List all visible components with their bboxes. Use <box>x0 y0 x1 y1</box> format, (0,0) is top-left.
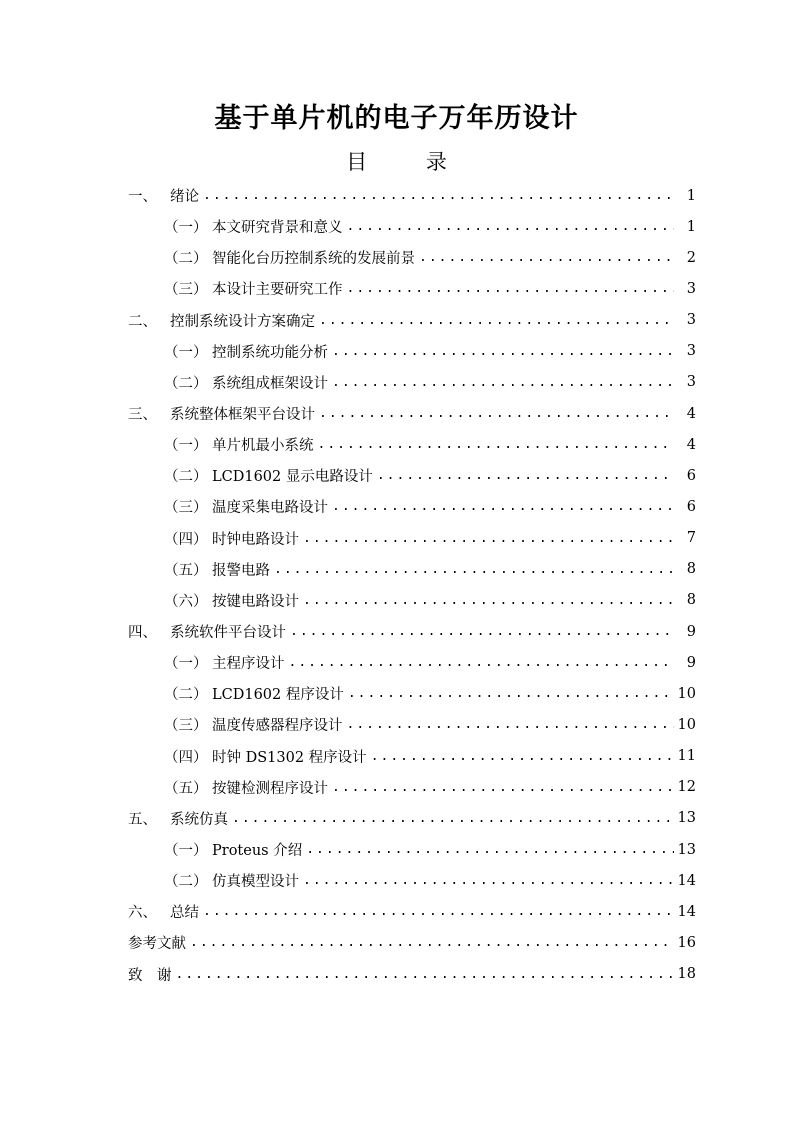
toc-entry-page: 7 <box>686 530 696 547</box>
toc-entry-title: 控制系统功能分析 <box>212 344 328 361</box>
toc-entry-number: （三） <box>164 500 208 517</box>
toc-entry[interactable] <box>128 741 696 772</box>
dot-leader <box>377 468 674 483</box>
toc-entry-number: （六） <box>164 593 208 610</box>
toc-entry-number: （三） <box>164 718 208 735</box>
document-title: 基于单片机的电子万年历设计 <box>214 103 579 134</box>
toc-entry-title: 参考文献 <box>128 936 186 953</box>
dot-leader <box>303 593 674 608</box>
toc-entry-number: （五） <box>164 780 208 797</box>
toc-entry[interactable] <box>128 273 696 304</box>
dot-leader <box>332 375 674 390</box>
toc-entry-page: 18 <box>677 966 696 983</box>
toc-entry[interactable] <box>128 834 696 865</box>
toc-entry-page: 16 <box>677 934 696 951</box>
toc-entry-page: 12 <box>677 779 696 796</box>
toc-entry-number: 二、 <box>128 313 157 330</box>
toc-entry[interactable] <box>128 211 696 242</box>
toc-entry[interactable] <box>128 460 696 491</box>
dot-leader <box>203 188 674 203</box>
toc-entry-page: 3 <box>686 280 696 297</box>
toc-entry-title: LCD1602 显示电路设计 <box>212 469 373 486</box>
toc-entry-page: 1 <box>686 218 696 235</box>
toc-entry[interactable] <box>128 429 696 460</box>
toc-entry-number: （一） <box>164 438 208 455</box>
toc-entry[interactable] <box>128 180 696 211</box>
toc-entry-page: 1 <box>686 187 696 204</box>
toc-entry-page: 13 <box>677 810 696 827</box>
dot-leader <box>176 967 674 982</box>
toc-entry[interactable] <box>128 305 696 336</box>
toc-entry-title: 时钟电路设计 <box>212 531 299 548</box>
dot-leader <box>306 842 673 857</box>
toc-entry[interactable] <box>128 803 696 834</box>
toc-entry-page: 4 <box>686 405 696 422</box>
toc-entry[interactable] <box>128 242 696 273</box>
toc-entry-page: 8 <box>686 592 696 609</box>
toc-entry-page: 13 <box>677 841 696 858</box>
dot-leader <box>332 344 674 359</box>
toc-entry-title: 本文研究背景和意义 <box>212 220 343 237</box>
toc-entry[interactable] <box>128 336 696 367</box>
toc-entry-title: 主程序设计 <box>212 656 285 673</box>
toc-entry[interactable] <box>128 896 696 927</box>
toc-entry[interactable] <box>128 678 696 709</box>
toc-entry-page: 14 <box>677 903 696 920</box>
toc-entry-title: 总结 <box>170 905 199 922</box>
dot-leader <box>290 624 674 639</box>
toc-entry-number: （二） <box>164 375 208 392</box>
toc-entry[interactable] <box>128 398 696 429</box>
dot-leader <box>419 250 674 265</box>
toc-entry-page: 6 <box>686 467 696 484</box>
toc-entry-number: （二） <box>164 251 208 268</box>
dot-leader <box>274 562 674 577</box>
toc-entry-number: （一） <box>164 344 208 361</box>
toc-entry-number: （二） <box>164 469 208 486</box>
toc-entry[interactable] <box>128 554 696 585</box>
toc-entry[interactable] <box>128 523 696 554</box>
toc-entry-number: 六、 <box>128 905 157 922</box>
toc-entry-page: 11 <box>677 748 696 765</box>
toc-entry[interactable] <box>128 927 696 958</box>
toc-entry-number: （二） <box>164 687 208 704</box>
dot-leader <box>318 437 675 452</box>
toc-entry-title: 仿真模型设计 <box>212 874 299 891</box>
dot-leader <box>347 219 675 234</box>
dot-leader <box>332 499 674 514</box>
toc-entry-title: 本设计主要研究工作 <box>212 282 343 299</box>
toc-entry-number: （四） <box>164 749 208 766</box>
toc-entry-title: 按键电路设计 <box>212 593 299 610</box>
toc-entry-page: 6 <box>686 498 696 515</box>
toc-entry-title: 系统组成框架设计 <box>212 375 328 392</box>
dot-leader <box>303 531 674 546</box>
toc-entry-number: （四） <box>164 531 208 548</box>
toc-entry-title: 温度采集电路设计 <box>212 500 328 517</box>
toc-entry-page: 10 <box>677 716 696 733</box>
toc-entry[interactable] <box>128 585 696 616</box>
toc-entry-number: （三） <box>164 282 208 299</box>
toc-entry-number: （一） <box>164 220 208 237</box>
toc-entry-title: Proteus 介绍 <box>212 843 303 860</box>
toc-entry-title: 按键检测程序设计 <box>212 780 328 797</box>
dot-leader <box>348 686 674 701</box>
toc-entry[interactable] <box>128 367 696 398</box>
dot-leader <box>289 655 675 670</box>
toc-entry-number: （一） <box>164 656 208 673</box>
toc-entry[interactable] <box>128 616 696 647</box>
toc-entry-page: 3 <box>686 312 696 329</box>
dot-leader <box>303 873 674 888</box>
toc-entry-title: 致 谢 <box>128 967 172 984</box>
toc-entry-page: 3 <box>686 343 696 360</box>
toc-entry-title: LCD1602 程序设计 <box>212 687 344 704</box>
toc-entry-title: 报警电路 <box>212 562 270 579</box>
toc-entry-title: 时钟 DS1302 程序设计 <box>212 749 367 766</box>
toc-entry-number: 四、 <box>128 625 157 642</box>
toc-entry-title: 系统整体框架平台设计 <box>170 407 315 424</box>
toc-entry[interactable] <box>128 709 696 740</box>
toc-entry-page: 14 <box>677 872 696 889</box>
toc-entry[interactable] <box>128 865 696 896</box>
dot-leader <box>347 717 674 732</box>
dot-leader <box>371 749 674 764</box>
toc-entry-title: 系统软件平台设计 <box>170 625 286 642</box>
toc-entry[interactable] <box>128 491 696 522</box>
toc-entry-page: 2 <box>686 249 696 266</box>
toc-entry-page: 3 <box>686 374 696 391</box>
toc-entry-number: 三、 <box>128 407 157 424</box>
dot-leader <box>332 780 674 795</box>
toc-entry-page: 4 <box>686 436 696 453</box>
dot-leader <box>232 811 674 826</box>
toc-entry-number: 五、 <box>128 811 157 828</box>
toc-entry-title: 单片机最小系统 <box>212 438 314 455</box>
toc-entry-title: 控制系统设计方案确定 <box>170 313 315 330</box>
toc-entry[interactable] <box>128 772 696 803</box>
dot-leader <box>319 313 674 328</box>
toc-entry[interactable] <box>128 959 696 990</box>
toc-entry-page: 10 <box>677 685 696 702</box>
toc-entry-page: 8 <box>686 561 696 578</box>
toc-entry-title: 系统仿真 <box>170 811 228 828</box>
toc-entry-title: 智能化台历控制系统的发展前景 <box>212 251 415 268</box>
toc-entry-number: 一、 <box>128 189 157 206</box>
toc-heading: 目 录 <box>346 150 473 174</box>
toc-entry[interactable] <box>128 647 696 678</box>
toc-entry-title: 绪论 <box>170 189 199 206</box>
toc-entry-number: （二） <box>164 874 208 891</box>
dot-leader <box>347 281 675 296</box>
toc-entry-number: （五） <box>164 562 208 579</box>
toc-entry-title: 温度传感器程序设计 <box>212 718 343 735</box>
dot-leader <box>190 935 674 950</box>
toc-entry-number: （一） <box>164 843 208 860</box>
toc-entry-page: 9 <box>686 623 696 640</box>
dot-leader <box>203 904 674 919</box>
toc-entry-page: 9 <box>686 654 696 671</box>
dot-leader <box>319 406 674 421</box>
table-of-contents <box>128 180 696 990</box>
